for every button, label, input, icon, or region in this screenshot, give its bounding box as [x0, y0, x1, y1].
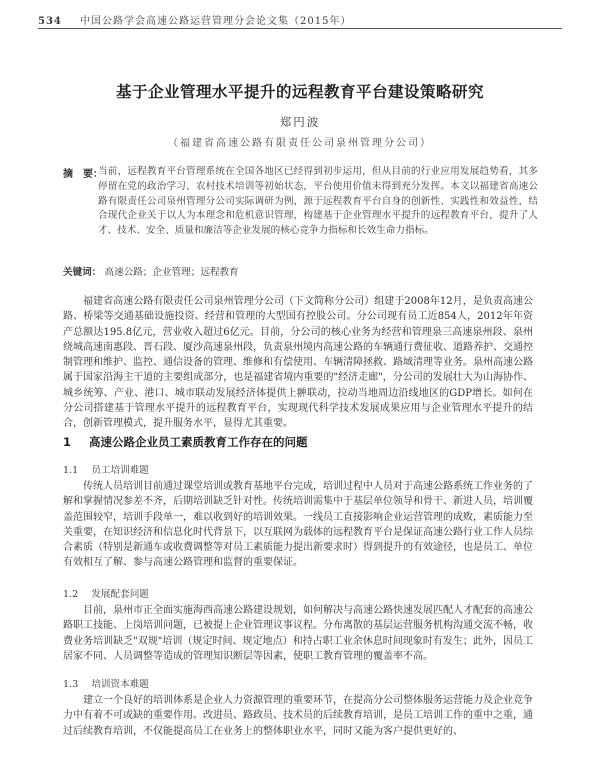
- body-paragraph: [63, 693, 533, 739]
- subsection-heading: [63, 676, 533, 690]
- keywords-text: 高速公路；企业管理；远程教育: [104, 267, 239, 278]
- section-title: 高速公路企业员工素质教育工作存在的问题: [89, 435, 308, 449]
- body-paragraph: [63, 603, 533, 664]
- abstract-label: 摘 要：: [63, 169, 103, 180]
- running-header: [38, 12, 568, 28]
- subsection-title: 员工培训难题: [91, 465, 149, 476]
- subsection-number: 1.2: [63, 589, 79, 600]
- section-heading: [63, 434, 533, 450]
- paper-title: 基于企业管理水平提升的远程教育平台建设策略研究: [115, 82, 484, 101]
- subsection-number: 1.1: [63, 465, 79, 476]
- paragraph-text: 传统人员培训目前通过课堂培训或教育基地平台完成，培训过程中人员对于高速公路系统工作业务的了解和掌握情况参差不齐，后期培训缺乏针对性。传统培训需集中于基层单位领导和骨干、新进人员，培训覆盖范围较窄，培训手段单一，难以收到好的培训效果。一线员工直接影响企业运营管理的成败，素质能力至关重要，在知识经济和信息化时代背景下，以互联网为载体的远程教育平台是保证高速公路行业工作人员综合素质（特别是新通车或收费调整等对员工素质能力提出新要求时）得到提升的有效途径，也是员工、单位有效相互了解、参与高速公路管理和监督的重要保证。: [63, 481, 533, 569]
- author-affiliation: （福建省高速公路有限责任公司泉州管理分公司）: [168, 138, 432, 149]
- subsection-heading: [63, 462, 533, 476]
- paragraph-text: 建立一个良好的培训体系是企业人力资源管理的重要环节，在提高分公司整体服务运营能力及企业竞争力中有着不可或缺的重要作用。改进员、路政员、技术员的后续教育培训，是员工培训工作的重中之重，通过后续教育培训，不仅能提高员工在业务上的整体职业水平，同时又能为客户提供更好的、: [63, 695, 533, 737]
- author-name: 郑円波: [279, 115, 321, 129]
- subsection-title: 培训资本难题: [91, 679, 149, 690]
- section-number: 1: [63, 435, 72, 449]
- keywords-label: 关键词：: [63, 267, 102, 278]
- intro-paragraph: [63, 294, 533, 432]
- subsection-number: 1.3: [63, 679, 79, 690]
- keywords: [63, 264, 533, 278]
- header-rule: [38, 28, 562, 29]
- subsection-title: 发展配套问题: [91, 589, 149, 600]
- intro-text: 福建省高速公路有限责任公司泉州管理分公司（下文简称分公司）组建于2008年12月，是负责高速公路、桥梁等交通基础设施投资、经营和管理的大型国有控股公司。分公司现有员工近854人，2012年年资产总额达195.8亿元，营业收入超过6亿元。目前，分公司的核心业务为经营和管理泉三高速泉州段、泉州绕城高速南惠段、晋石段、厦沙高速泉州段，负责泉州境内高速公路的车辆通行费征收、道路养护、交通控制管理和维护、监控、通信设备的管理、维修和有偿使用、车辆清障拯救、路域清理等业务。泉州高速公路属于国家沿海主干道的主要组成部分，也是福建省境内重要的"经济走廊"，分公司的发展壮大为山海协作、城乡统筹、产业、港口、城市联动发展经济体提供上翀联动，拉动当地周边沿线地区的GDP增长。如何在分公司搭建基于管理水平提升的远程教育平台，实现现代科学技术发展成果应用与企业管理水平提升的结合，创新管理模式，提升服务水平，显得尤其重要。: [63, 296, 533, 430]
- abstract-text: 当前，远程教育平台管理系统在全国各地区已经得到初步运用，但从目前的行业应用发展趋势看，其多停留在党的政治学习、农村技术培训等初始状态，平台使用价值未得到充分发挥。本文以福建省高速公路有限责任公司泉州管理分公司实际调研为例，源于远程教育平台自身的创新性、实践性和效益性，结合现代企业关于以人为本理念和危机意识管理，构建基于企业管理水平提升的远程教育平台，提升了人才、技术、安全、质量和廉洁等企业发展的核心竞争力指标和长效生命力指标。: [98, 166, 538, 237]
- journal-name: 中国公路学会高速公路运营管理分会论文集（2015年）: [80, 16, 352, 27]
- page-number: 534: [38, 16, 62, 27]
- body-paragraph: [63, 479, 533, 571]
- subsection-heading: [63, 586, 533, 600]
- paragraph-text: 目前，泉州市正全面实施海西高速公路建设规划，如何解决与高速公路快速发展匹配人才配套的高速公路职工技能、上岗培训问题，已被提上企业管理议事议程。分布离散的基层运营服务机构沟通交流不畅，收费业务培训缺乏"双规"培训（规定时间、规定地点）和持占职工业余休息时间现象时有发生；此外，因员工居家不同、人员调整等造成的管理知识断层等因素，使职工教育管理的覆盖率不高。: [63, 605, 533, 662]
